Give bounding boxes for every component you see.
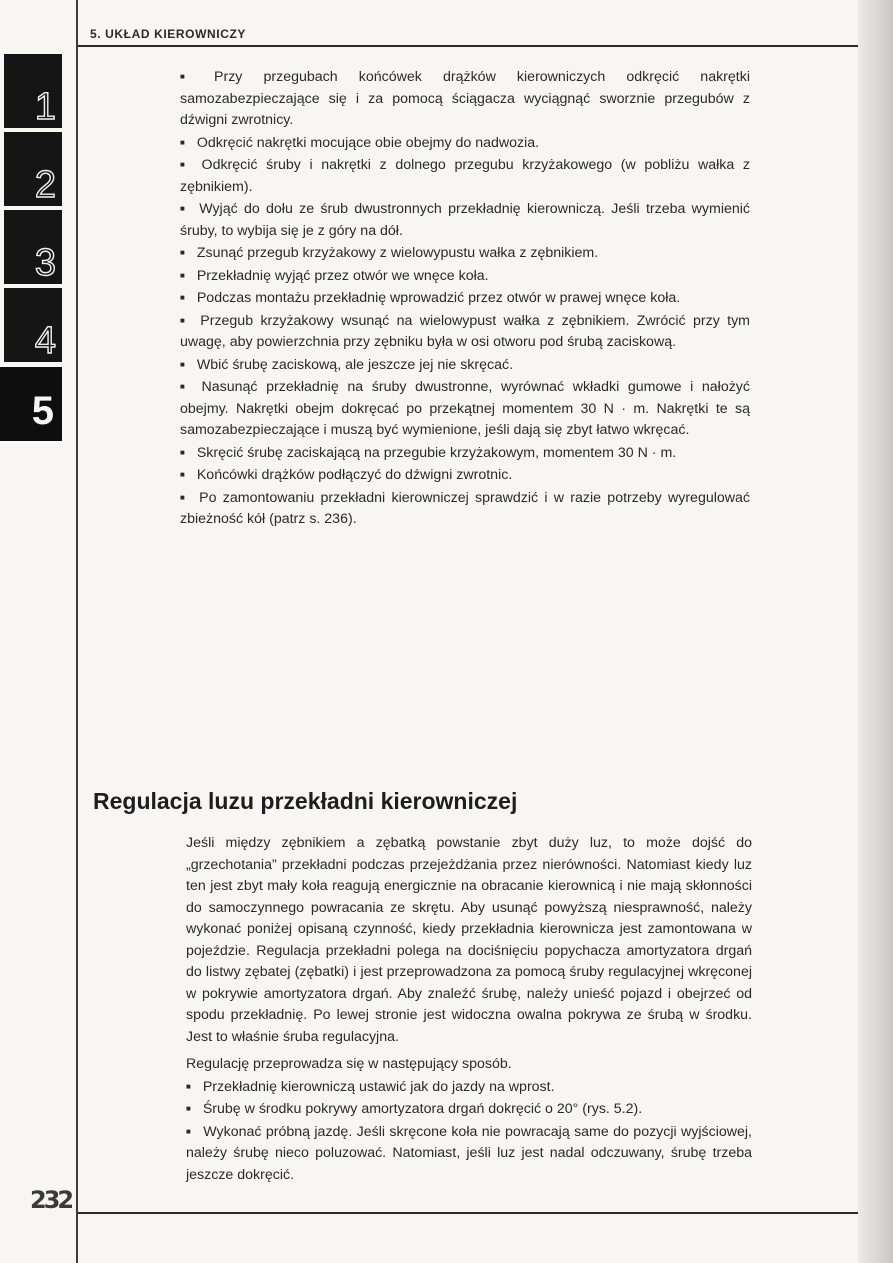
section-intro: Regulację przeprowadza się w następujący sposób. — [186, 1056, 512, 1072]
list-item: ■ Zsunąć przegub krzyżakowy z wielowypustu wałka z zębnikiem. — [180, 242, 750, 265]
section-paragraph: Jeśli między zębnikiem a zębatką powstanie zbyt duży luz, to może dojść do „grzechotania” przekładni podczas przejeżdżania przez nierówności. Natomiast kiedy luz ten jest zbyt mały koła reagują energicznie na obracanie kierownicą i nie mają skłonności do samoczynnego powracania ze skrętu. Aby usunąć powyższą niesprawność, należy wykonać poniżej opisaną czynność, kiedy przekładnia kierownicza jest zamontowana w pojeździe. Regulacja przekładni polega na dociśnięciu popychacza amortyzatora drgań do listwy zębatej (zębatki) i jest przeprowadzona za pomocą śruby regulacyjnej wkręconej w pokrywie amortyzatora drgań. Aby znaleźć śrubę, należy unieść pojazd i obejrzeć od spodu przekładnię. Po lewej stronie jest widoczna owalna pokrywa ze śrubą w środku. Jest to właśnie śruba regulacyjna. — [186, 835, 752, 1045]
tab-label: 3 — [34, 242, 56, 284]
section-heading: Regulacja luzu przekładni kierowniczej — [93, 788, 518, 814]
header-rule — [78, 45, 858, 47]
list-item: ■ Przekładnię kierowniczą ustawić jak do jazdy na wprost. — [186, 1076, 752, 1099]
list-item: ■ Wbić śrubę zaciskową, ale jeszcze jej nie skręcać. — [180, 354, 750, 377]
list-item: ■ Wyjąć do dołu ze śrub dwustronnych przekładnię kierowniczą. Jeśli trzeba wymienić śruby, to wybija się je z góry na dół. — [180, 198, 750, 242]
running-header: 5. UKŁAD KIEROWNICZY — [90, 27, 246, 41]
list-item: ■ Wykonać próbną jazdę. Jeśli skręcone koła nie powracają same do pozycji wyjściowej, należy śrubę nieco poluzować. Natomiast, jeśli luz jest nadal odczuwany, śrubę trzeba jeszcze dokręcić. — [186, 1121, 752, 1187]
list-item: ■ Po zamontowaniu przekładni kierowniczej sprawdzić i w razie potrzeby wyregulować zbieżność kół (patrz s. 236). — [180, 487, 750, 531]
chapter-tab-5-active[interactable] — [0, 367, 62, 441]
list-item: ■ Podczas montażu przekładnię wprowadzić przez otwór w prawej wnęce koła. — [180, 287, 750, 310]
page-number: 232 — [30, 1186, 72, 1214]
tab-label: 1 — [34, 86, 56, 128]
list-item: ■ Skręcić śrubę zaciskającą na przegubie krzyżakowym, momentem 30 N · m. — [180, 442, 750, 465]
tab-label: 4 — [34, 320, 56, 362]
section-body — [186, 833, 752, 1186]
list-item: ■ Przekładnię wyjąć przez otwór we wnęce koła. — [180, 265, 750, 288]
margin-rule — [76, 0, 78, 1263]
chapter-tab-2[interactable] — [4, 132, 62, 206]
chapter-tab-4[interactable] — [4, 288, 62, 362]
page-edge-shadow — [858, 0, 893, 1263]
chapter-tab-3[interactable] — [4, 210, 62, 284]
list-item: ■ Odkręcić nakrętki mocujące obie obejmy do nadwozia. — [180, 132, 750, 155]
list-item: ■ Nasunąć przekładnię na śruby dwustronne, wyrównać wkładki gumowe i nałożyć obejmy. Nakrętki obejm dokręcać po przekątnej momentem 30 N · m. Nakrętki te są samozabezpieczające i muszą być wymienione, jeśli dają się zbyt łatwo wkręcać. — [180, 376, 750, 442]
chapter-tab-1[interactable] — [4, 54, 62, 128]
tab-label: 5 — [31, 389, 54, 433]
list-item: ■ Śrubę w środku pokrywy amortyzatora drgań dokręcić o 20° (rys. 5.2). — [186, 1098, 752, 1121]
list-item: ■ Końcówki drążków podłączyć do dźwigni zwrotnic. — [180, 464, 750, 487]
tab-label: 2 — [34, 164, 56, 206]
list-item: ■ Odkręcić śruby i nakrętki z dolnego przegubu krzyżakowego (w pobliżu wałka z zębnikiem). — [180, 154, 750, 198]
list-item: ■ Przy przegubach końcówek drążków kierowniczych odkręcić nakrętki samozabezpieczające się i za pomocą ściągacza wyciągnąć sworznie przegubów z dźwigni zwrotnicy. — [180, 66, 750, 132]
list-item: ■ Przegub krzyżakowy wsunąć na wielowypust wałka z zębnikiem. Zwrócić przy tym uwagę, aby powierzchnia przy zębniku była w osi otworu pod śrubą zaciskową. — [180, 310, 750, 354]
procedure-steps — [180, 66, 750, 531]
footer-rule — [78, 1212, 858, 1214]
